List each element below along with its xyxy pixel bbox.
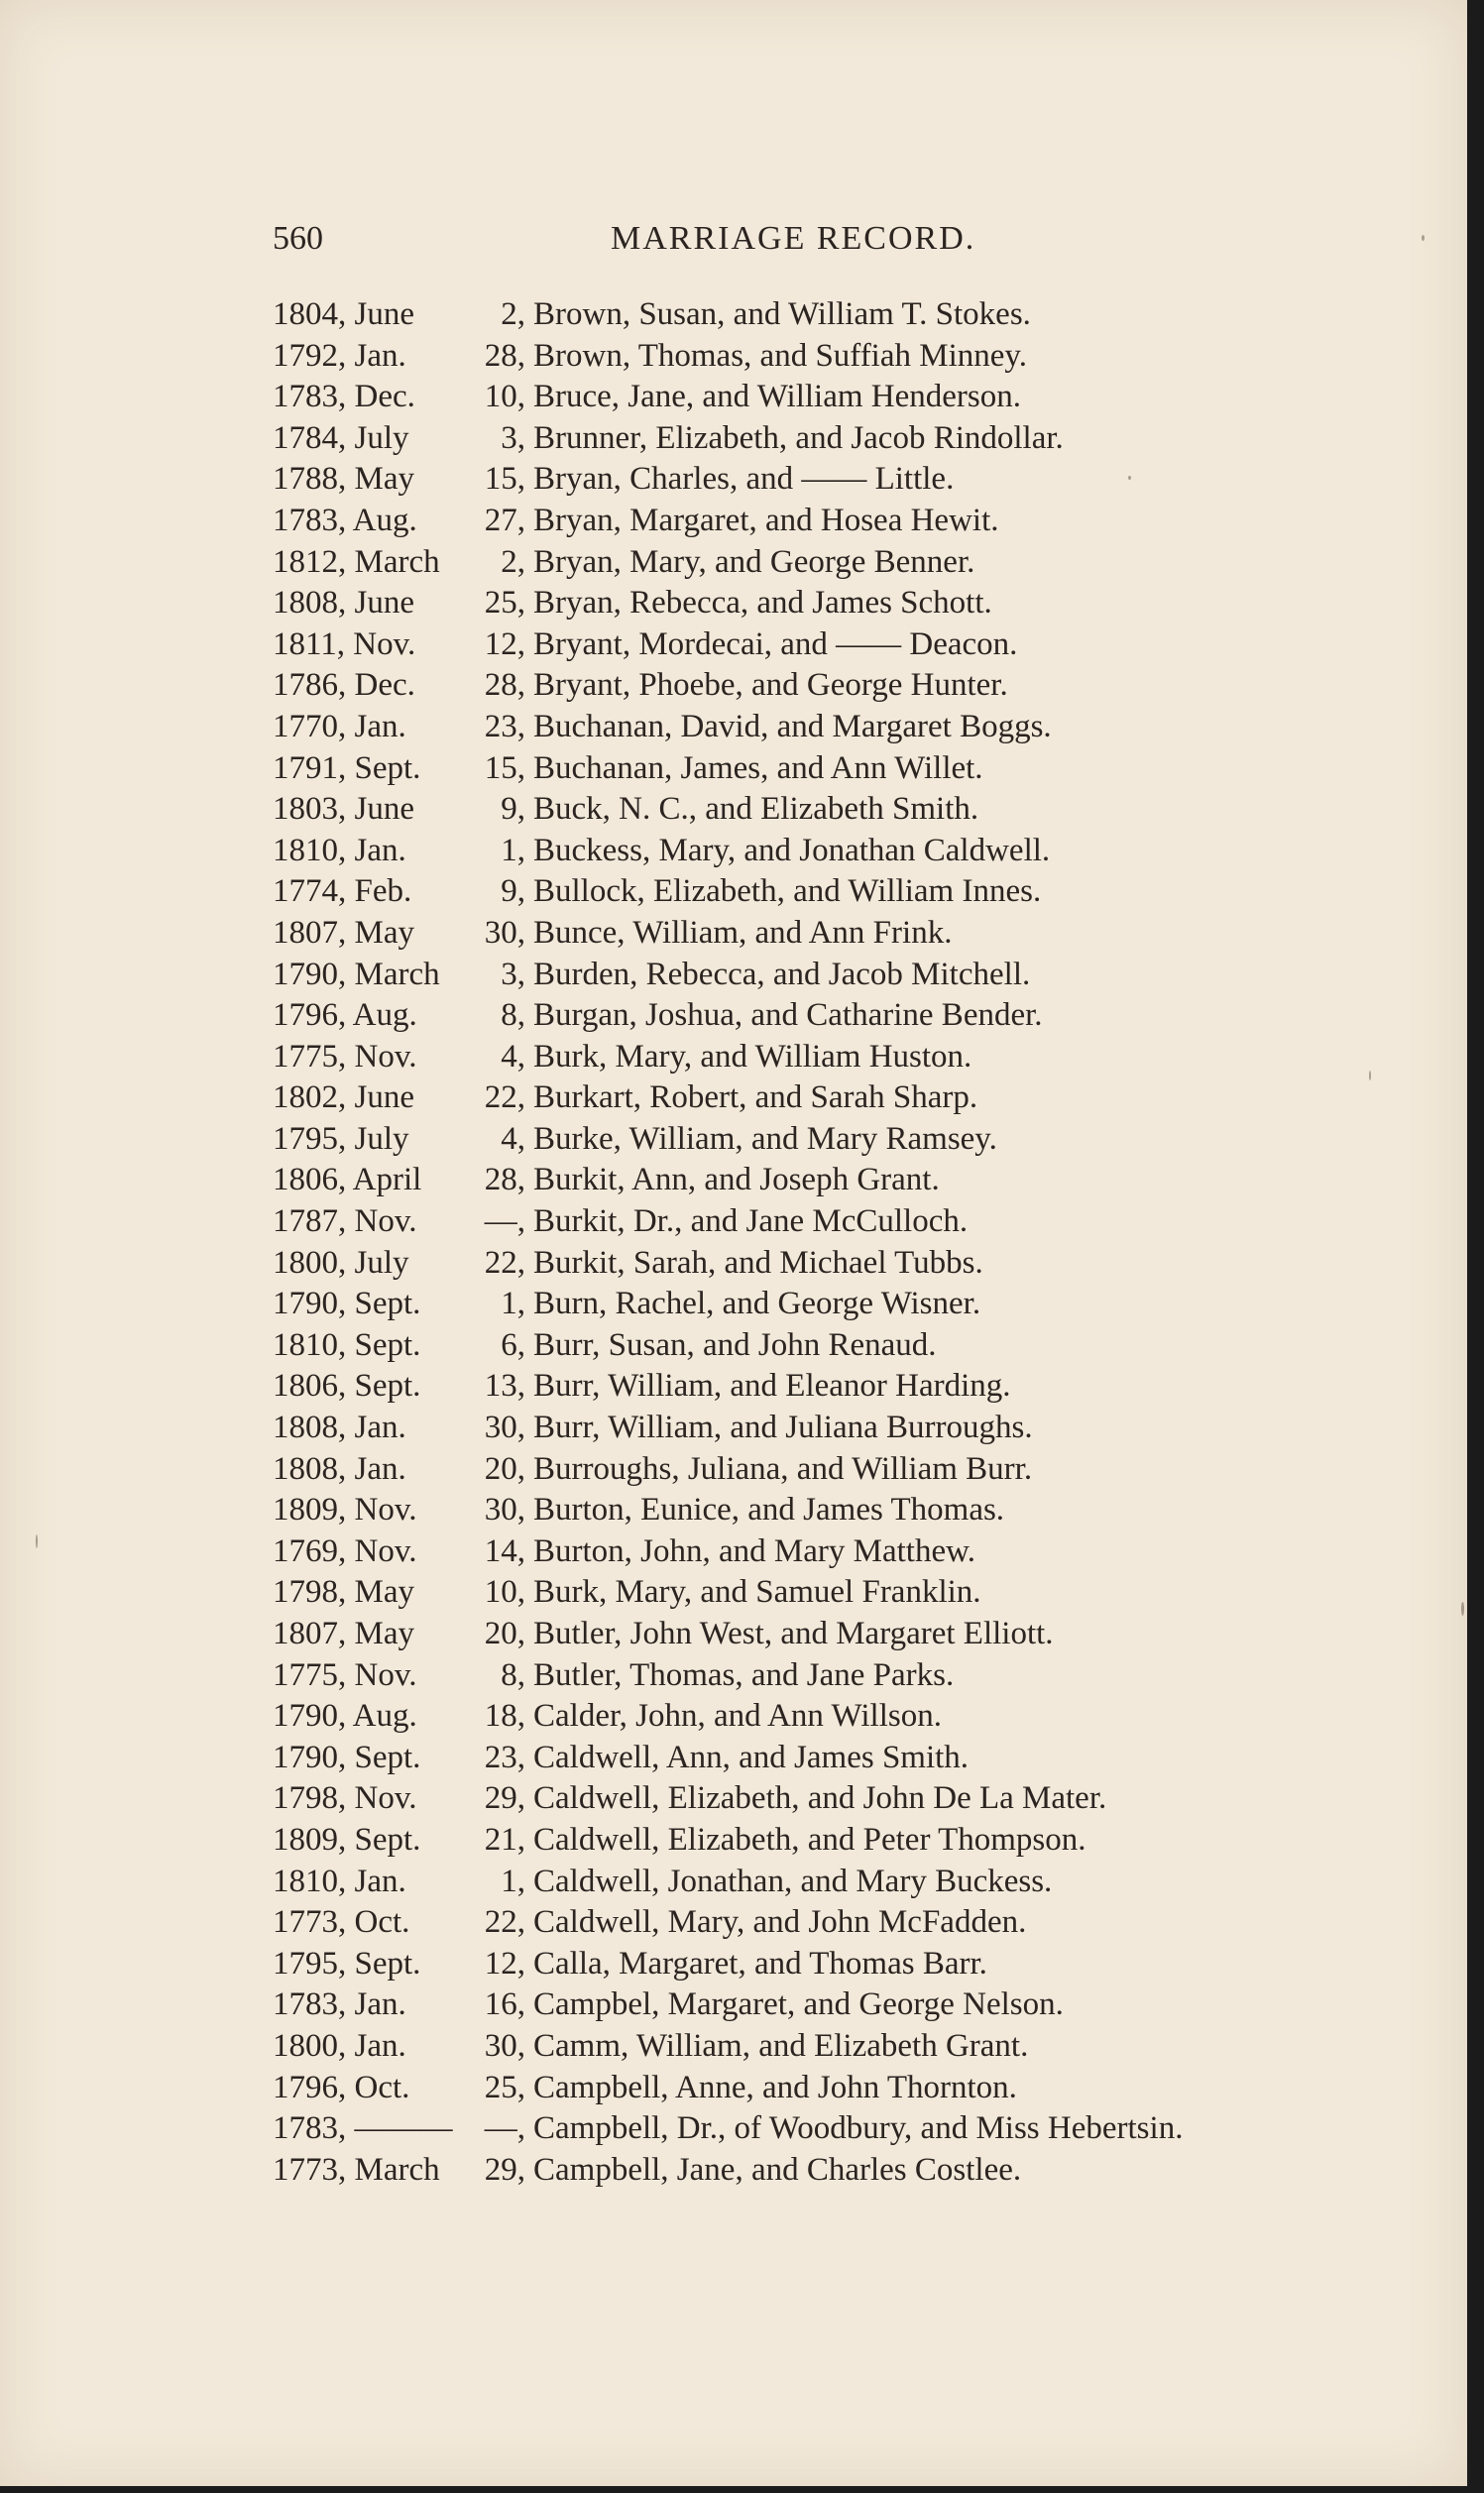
entry-names: Caldwell, Mary, and John McFadden. [533, 1904, 1027, 1941]
entry-date: 1810, Sept. [273, 1326, 421, 1363]
entry-names: Burroughs, Juliana, and William Burr. [533, 1450, 1033, 1487]
entry-date: 1809, Nov. [273, 1492, 417, 1529]
marriage-entry [0, 1738, 1467, 1779]
entry-day: 4, [501, 1120, 525, 1157]
entry-date: 1796, Oct. [273, 2069, 410, 2105]
entry-names: Campbel, Margaret, and George Nelson. [533, 1986, 1064, 2023]
entry-names: Bryant, Mordecai, and —— Deacon. [533, 625, 1018, 662]
entry-names: Campbell, Jane, and Charles Costlee. [533, 2151, 1022, 2188]
paper-speck [1128, 476, 1131, 480]
entry-date: 1773, March [273, 2151, 440, 2188]
marriage-entry [0, 995, 1467, 1037]
entry-day: 15, [484, 461, 525, 498]
entry-day: 2, [501, 543, 525, 580]
entry-date: 1803, June [273, 791, 414, 828]
entry-date: 1787, Nov. [273, 1203, 417, 1240]
entry-date: 1784, July [273, 419, 409, 456]
entry-date: 1774, Feb. [273, 873, 412, 910]
entry-date: 1807, May [273, 1616, 414, 1651]
entry-day: 8, [501, 1656, 525, 1693]
page-header [0, 220, 1467, 270]
marriage-entry [0, 2026, 1467, 2068]
marriage-entry [0, 2150, 1467, 2192]
entry-day: 22, [484, 1079, 525, 1116]
entry-names: Butler, Thomas, and Jane Parks. [533, 1656, 955, 1693]
entry-day: 9, [501, 791, 525, 828]
marriage-entry [0, 2068, 1467, 2109]
entry-day: 1, [501, 1286, 525, 1322]
entry-day: 22, [484, 1244, 525, 1281]
marriage-entry [0, 1201, 1467, 1243]
marriage-entry [0, 1820, 1467, 1862]
entry-day: 20, [484, 1450, 525, 1487]
entry-date: 1808, Jan. [273, 1410, 406, 1446]
entry-date: 1808, Jan. [273, 1450, 406, 1487]
entry-date: 1790, Sept. [273, 1286, 421, 1322]
marriage-entry [0, 1119, 1467, 1161]
entry-date: 1809, Sept. [273, 1821, 421, 1858]
entry-day: 30, [484, 1410, 525, 1446]
entry-day: 6, [501, 1326, 525, 1363]
entry-day: —, [484, 2110, 525, 2147]
marriage-entry [0, 542, 1467, 584]
entry-day: 22, [484, 1904, 525, 1941]
entry-day: —, [484, 1203, 525, 1240]
entry-names: Burkit, Dr., and Jane McCulloch. [533, 1203, 969, 1240]
entry-date: 1783, Jan. [273, 1986, 406, 2023]
marriage-entry [0, 1862, 1467, 1903]
paper-speck [1369, 1071, 1371, 1080]
entry-names: Butler, John West, and Margaret Elliott. [533, 1616, 1054, 1651]
marriage-entry [0, 418, 1467, 460]
marriage-entry [0, 1778, 1467, 1820]
marriage-entry [0, 1614, 1467, 1655]
marriage-entry [0, 1243, 1467, 1285]
entry-names: Calla, Margaret, and Thomas Barr. [533, 1945, 987, 1982]
marriage-entry [0, 748, 1467, 790]
entry-day: 12, [484, 1945, 525, 1982]
entry-day: 10, [484, 1574, 525, 1611]
entry-names: Buchanan, David, and Margaret Boggs. [533, 708, 1052, 744]
entry-date: 1792, Jan. [273, 337, 406, 374]
marriage-entry [0, 1284, 1467, 1325]
marriage-entry [0, 1944, 1467, 1985]
entry-names: Burkit, Sarah, and Michael Tubbs. [533, 1244, 983, 1281]
entry-date: 1770, Jan. [273, 708, 406, 744]
entry-day: 28, [484, 1162, 525, 1198]
entry-day: 13, [484, 1368, 525, 1405]
entry-date: 1775, Nov. [273, 1656, 417, 1693]
entry-names: Buckess, Mary, and Jonathan Caldwell. [533, 832, 1051, 868]
entry-names: Burkart, Robert, and Sarah Sharp. [533, 1079, 978, 1116]
entry-date: 1790, Aug. [273, 1698, 417, 1735]
entry-date: 1806, April [273, 1162, 422, 1198]
entry-day: 1, [501, 832, 525, 868]
entry-names: Burn, Rachel, and George Wisner. [533, 1286, 981, 1322]
entry-names: Burton, Eunice, and James Thomas. [533, 1492, 1005, 1529]
entry-day: 18, [484, 1698, 525, 1735]
paper-speck [1461, 1602, 1464, 1616]
marriage-entry [0, 707, 1467, 748]
entry-names: Burke, William, and Mary Ramsey. [533, 1120, 997, 1157]
entry-date: 1783, Aug. [273, 502, 417, 538]
entry-day: 30, [484, 1492, 525, 1529]
entry-day: 3, [501, 956, 525, 992]
entry-names: Burk, Mary, and William Huston. [533, 1038, 972, 1075]
entry-names: Burgan, Joshua, and Catharine Bender. [533, 997, 1043, 1034]
entry-names: Buck, N. C., and Elizabeth Smith. [533, 791, 979, 828]
marriage-entry [0, 624, 1467, 666]
entry-names: Brunner, Elizabeth, and Jacob Rindollar. [533, 419, 1064, 456]
entry-day: 29, [484, 2151, 525, 2188]
entry-names: Buchanan, James, and Ann Willet. [533, 749, 983, 786]
entry-date: 1775, Nov. [273, 1038, 417, 1075]
marriage-entry [0, 1325, 1467, 1367]
marriage-entry [0, 1655, 1467, 1697]
entry-names: Caldwell, Elizabeth, and John De La Mater. [533, 1780, 1107, 1817]
entry-date: 1806, Sept. [273, 1368, 421, 1405]
entry-date: 1783, ——— [273, 2110, 453, 2147]
marriage-entry [0, 1449, 1467, 1491]
entry-date: 1769, Nov. [273, 1532, 417, 1569]
entry-date: 1811, Nov. [273, 625, 416, 662]
entry-names: Bryan, Charles, and —— Little. [533, 461, 955, 498]
marriage-entry [0, 1160, 1467, 1201]
entry-day: 27, [484, 502, 525, 538]
entry-day: 28, [484, 667, 525, 704]
marriage-entry [0, 294, 1467, 336]
marriage-entry [0, 1077, 1467, 1119]
entry-date: 1786, Dec. [273, 667, 415, 704]
entry-names: Bryan, Margaret, and Hosea Hewit. [533, 502, 999, 538]
marriage-entry [0, 955, 1467, 996]
entry-day: 3, [501, 419, 525, 456]
entry-day: 25, [484, 2069, 525, 2105]
entry-date: 1790, March [273, 956, 440, 992]
entry-date: 1802, June [273, 1079, 414, 1116]
entry-date: 1790, Sept. [273, 1739, 421, 1775]
entry-day: 2, [501, 296, 525, 332]
marriage-entry [0, 871, 1467, 913]
entry-day: 15, [484, 749, 525, 786]
entry-day: 20, [484, 1616, 525, 1651]
entry-date: 1808, June [273, 585, 414, 622]
entry-names: Burden, Rebecca, and Jacob Mitchell. [533, 956, 1031, 992]
marriage-entry [0, 2108, 1467, 2150]
entry-names: Burr, Susan, and John Renaud. [533, 1326, 937, 1363]
entry-day: 4, [501, 1038, 525, 1075]
entry-day: 28, [484, 337, 525, 374]
entry-date: 1783, Dec. [273, 379, 415, 415]
marriage-entry [0, 459, 1467, 501]
running-title: MARRIAGE RECORD. [611, 220, 976, 257]
entry-day: 8, [501, 997, 525, 1034]
entry-date: 1796, Aug. [273, 997, 417, 1034]
marriage-entry [0, 1366, 1467, 1408]
entry-names: Burkit, Ann, and Joseph Grant. [533, 1162, 940, 1198]
marriage-entry [0, 1037, 1467, 1078]
entry-names: Calder, John, and Ann Willson. [533, 1698, 942, 1735]
entry-date: 1810, Jan. [273, 1863, 406, 1899]
paper-speck [1422, 235, 1425, 241]
marriage-entry [0, 1531, 1467, 1573]
marriage-entry [0, 1902, 1467, 1944]
entry-date: 1810, Jan. [273, 832, 406, 868]
entry-date: 1800, July [273, 1244, 409, 1281]
entry-names: Burr, William, and Eleanor Harding. [533, 1368, 1011, 1405]
marriage-entry [0, 1696, 1467, 1738]
entry-date: 1800, Jan. [273, 2027, 406, 2064]
paper-speck [36, 1534, 38, 1548]
marriage-entry [0, 913, 1467, 955]
entry-names: Bullock, Elizabeth, and William Innes. [533, 873, 1042, 910]
entry-names: Burr, William, and Juliana Burroughs. [533, 1410, 1033, 1446]
entry-date: 1798, Nov. [273, 1780, 417, 1817]
entry-day: 30, [484, 914, 525, 951]
entry-date: 1812, March [273, 543, 440, 580]
entry-date: 1804, June [273, 296, 414, 332]
entry-day: 16, [484, 1986, 525, 2023]
marriage-entry [0, 1490, 1467, 1531]
entry-names: Campbell, Dr., of Woodbury, and Miss Hebertsin. [533, 2110, 1184, 2147]
entry-names: Caldwell, Ann, and James Smith. [533, 1739, 970, 1775]
entry-day: 14, [484, 1532, 525, 1569]
entry-date: 1791, Sept. [273, 749, 421, 786]
marriage-entry [0, 377, 1467, 418]
entry-names: Bunce, William, and Ann Frink. [533, 914, 953, 951]
entry-day: 1, [501, 1863, 525, 1899]
entry-names: Bryant, Phoebe, and George Hunter. [533, 667, 1008, 704]
entry-date: 1788, May [273, 461, 414, 498]
entry-date: 1795, Sept. [273, 1945, 421, 1982]
marriage-entry [0, 583, 1467, 624]
entry-names: Caldwell, Jonathan, and Mary Buckess. [533, 1863, 1053, 1899]
marriage-entry [0, 831, 1467, 872]
entry-day: 30, [484, 2027, 525, 2064]
entry-names: Burton, John, and Mary Matthew. [533, 1532, 976, 1569]
marriage-entry [0, 1408, 1467, 1449]
marriage-entry [0, 501, 1467, 542]
entry-names: Caldwell, Elizabeth, and Peter Thompson. [533, 1821, 1086, 1858]
entry-names: Brown, Thomas, and Suffiah Minney. [533, 337, 1028, 374]
entry-names: Burk, Mary, and Samuel Franklin. [533, 1574, 981, 1611]
entry-day: 25, [484, 585, 525, 622]
entry-date: 1807, May [273, 914, 414, 951]
entry-date: 1798, May [273, 1574, 414, 1611]
entry-day: 21, [484, 1821, 525, 1858]
marriage-entry [0, 336, 1467, 378]
entry-day: 12, [484, 625, 525, 662]
marriage-entry [0, 789, 1467, 831]
entry-names: Brown, Susan, and William T. Stokes. [533, 296, 1031, 332]
entry-day: 10, [484, 379, 525, 415]
marriage-entry [0, 1984, 1467, 2026]
entry-names: Bruce, Jane, and William Henderson. [533, 379, 1022, 415]
entry-day: 23, [484, 1739, 525, 1775]
entry-names: Campbell, Anne, and John Thornton. [533, 2069, 1017, 2105]
entry-names: Camm, William, and Elizabeth Grant. [533, 2027, 1029, 2064]
marriage-entry-list [0, 294, 1467, 2191]
entry-date: 1773, Oct. [273, 1904, 410, 1941]
marriage-entry [0, 1572, 1467, 1614]
entry-day: 29, [484, 1780, 525, 1817]
entry-date: 1795, July [273, 1120, 409, 1157]
entry-names: Bryan, Mary, and George Benner. [533, 543, 975, 580]
page-number: 560 [273, 220, 323, 257]
entry-names: Bryan, Rebecca, and James Schott. [533, 585, 992, 622]
entry-day: 23, [484, 708, 525, 744]
marriage-entry [0, 665, 1467, 707]
entry-day: 9, [501, 873, 525, 910]
